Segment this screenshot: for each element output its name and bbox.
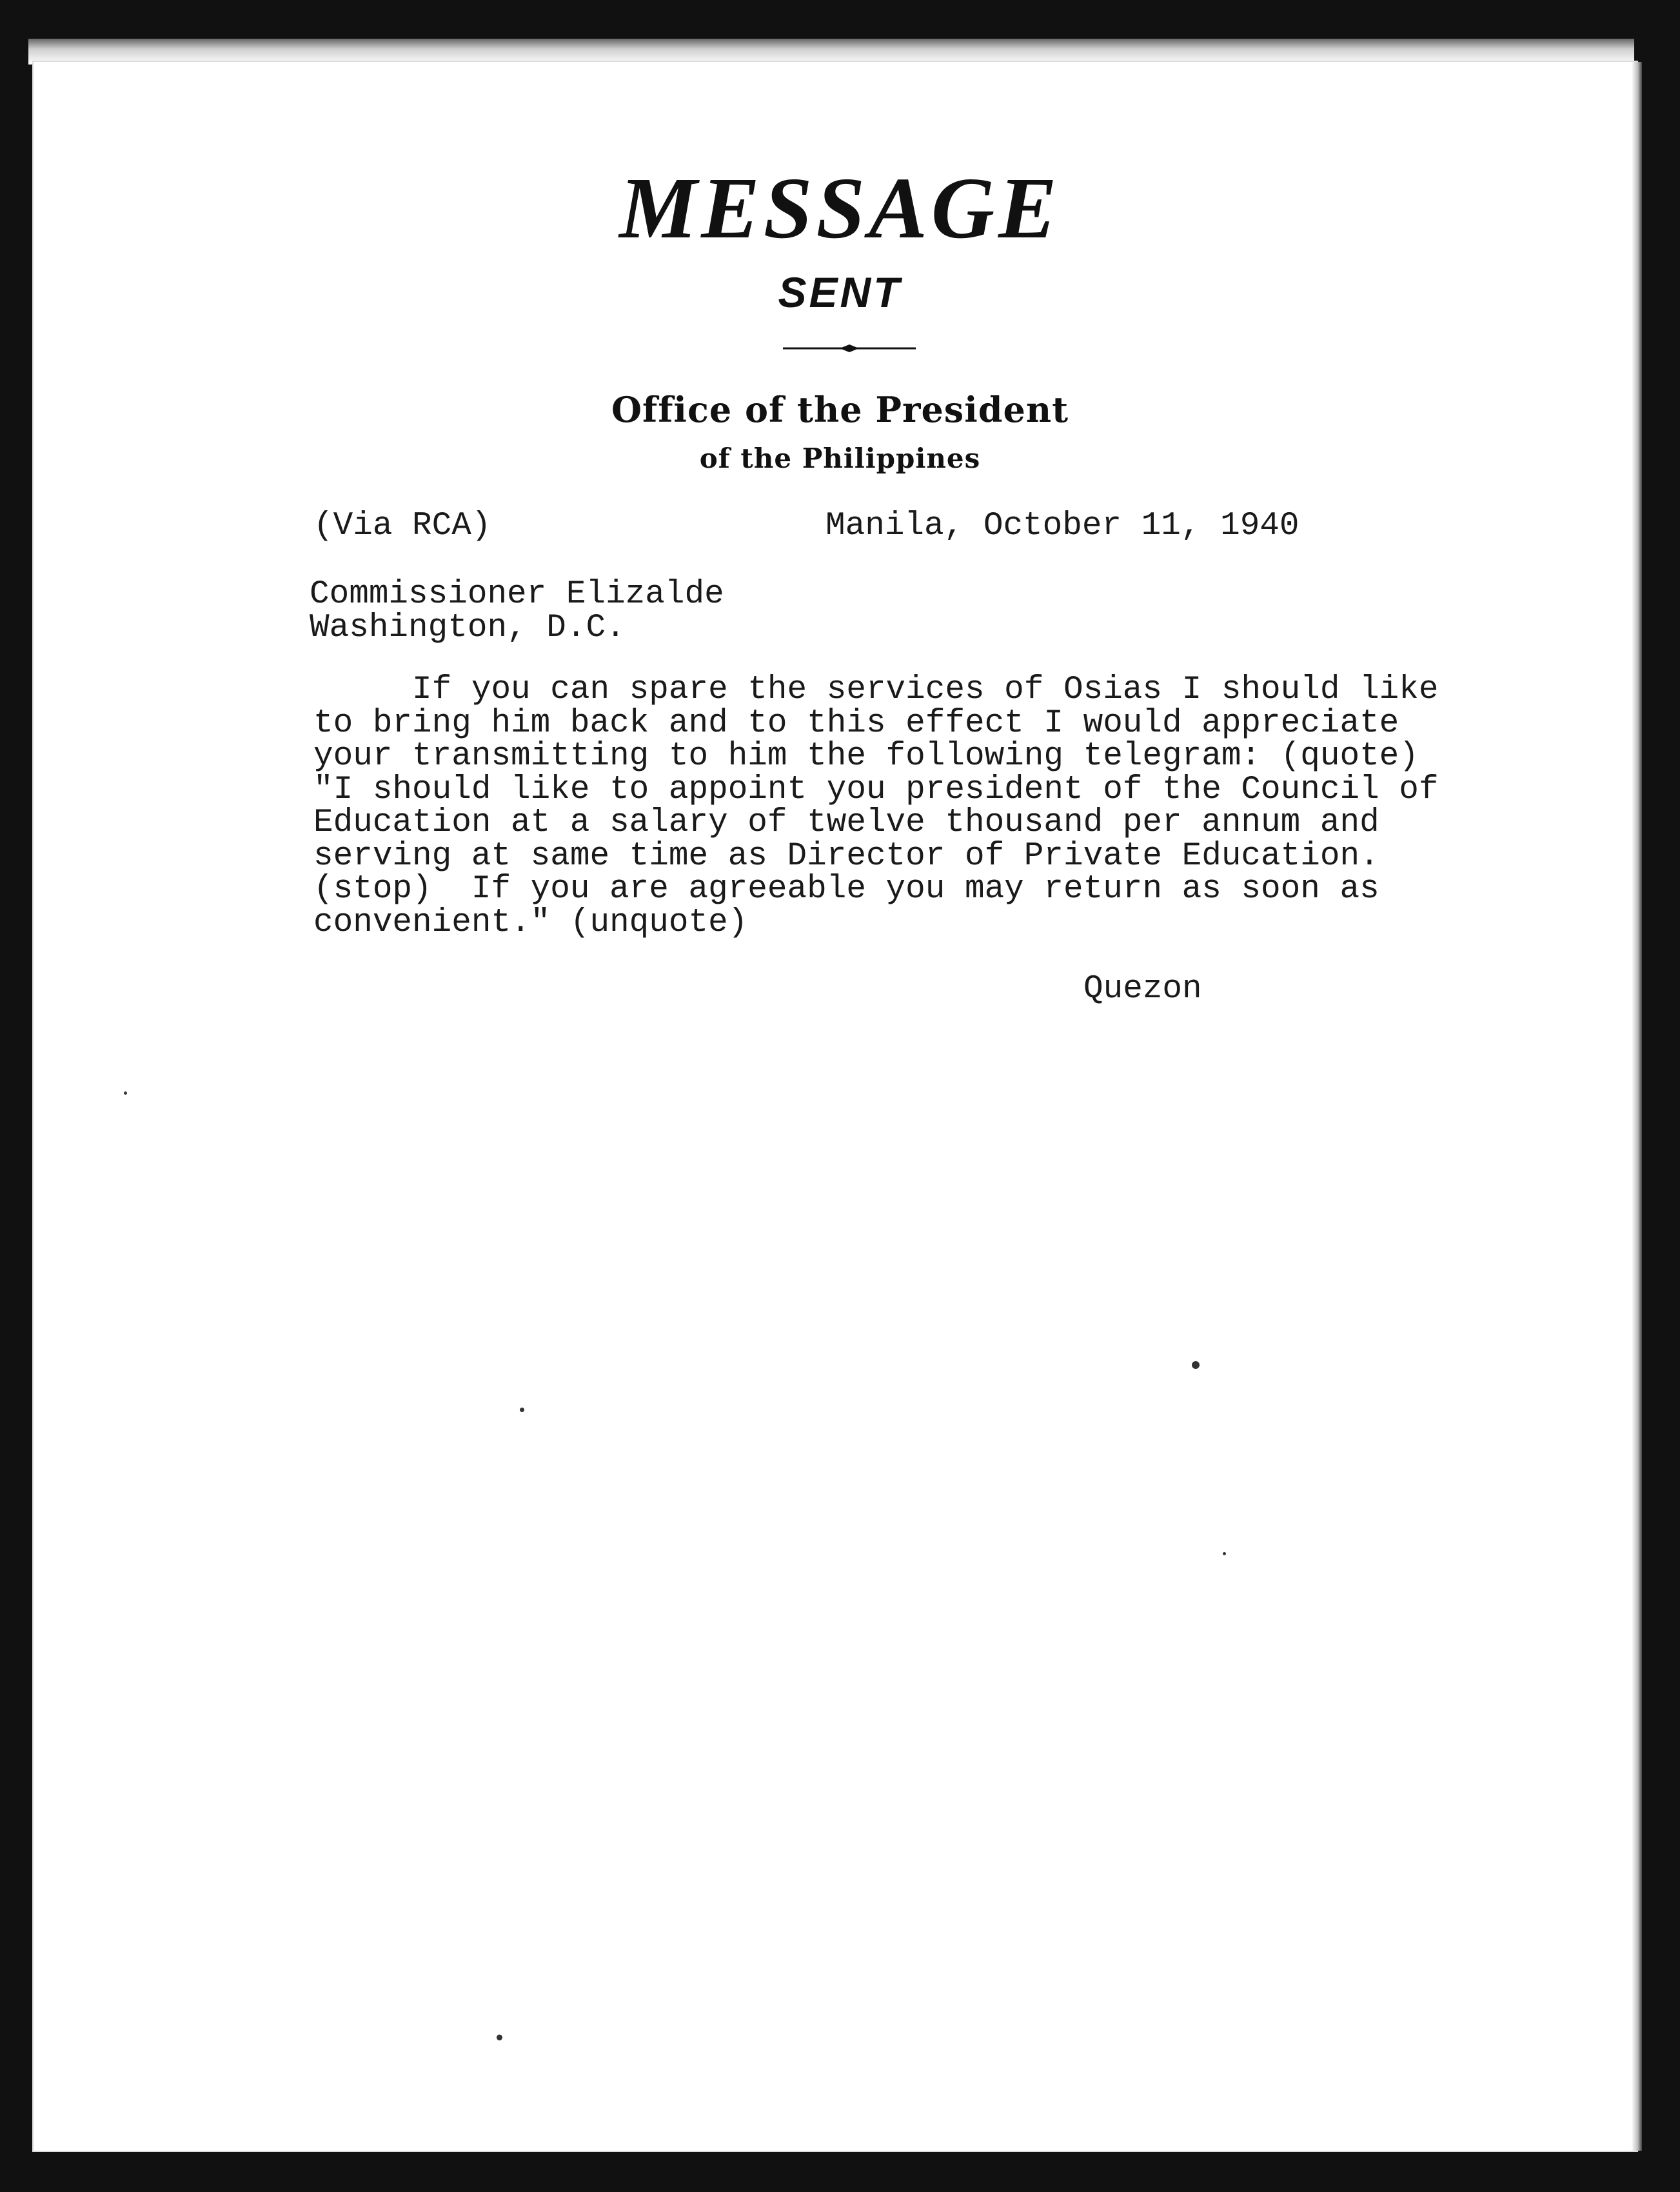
- scan-speck: [1223, 1552, 1226, 1555]
- body-line: your transmitting to him the following telegram: (quote): [313, 738, 1419, 775]
- office-line-1: Office of the President: [611, 389, 1069, 430]
- body-line: serving at same time as Director of Private Education.: [313, 837, 1379, 875]
- document-title: MESSAGE: [619, 160, 1061, 257]
- body-line: Education at a salary of twelve thousand per annum and: [313, 804, 1379, 841]
- signature: Quezon: [1083, 971, 1202, 1008]
- office-line-2: of the Philippines: [699, 443, 981, 474]
- addressee-location: Washington, D.C.: [310, 610, 626, 646]
- body-line: to bring him back and to this effect I would appreciate: [313, 704, 1399, 742]
- divider-ornament-icon: [783, 342, 916, 355]
- document-subtitle: SENT: [778, 268, 902, 316]
- body-line: If you can spare the services of Osias I should like: [313, 672, 1439, 708]
- body-line: convenient." (unquote): [313, 904, 748, 941]
- dateline: Manila, October 11, 1940: [825, 508, 1300, 544]
- letter-page: [34, 62, 1637, 2151]
- scan-speck: [1192, 1361, 1200, 1369]
- body-line: (stop) If you are agreeable you may return as soon as: [313, 871, 1379, 908]
- body-line: "I should like to appoint you president of the Council of: [313, 771, 1439, 808]
- paper-top-edge: [28, 39, 1634, 65]
- message-body: [313, 673, 1438, 939]
- routing-note: (Via RCA): [313, 508, 491, 544]
- scan-speck: [520, 1408, 524, 1412]
- paper-right-edge: [1632, 62, 1642, 2151]
- scan-speck: [124, 1091, 127, 1095]
- scan-speck: [497, 2035, 502, 2040]
- addressee-name: Commissioner Elizalde: [310, 576, 724, 613]
